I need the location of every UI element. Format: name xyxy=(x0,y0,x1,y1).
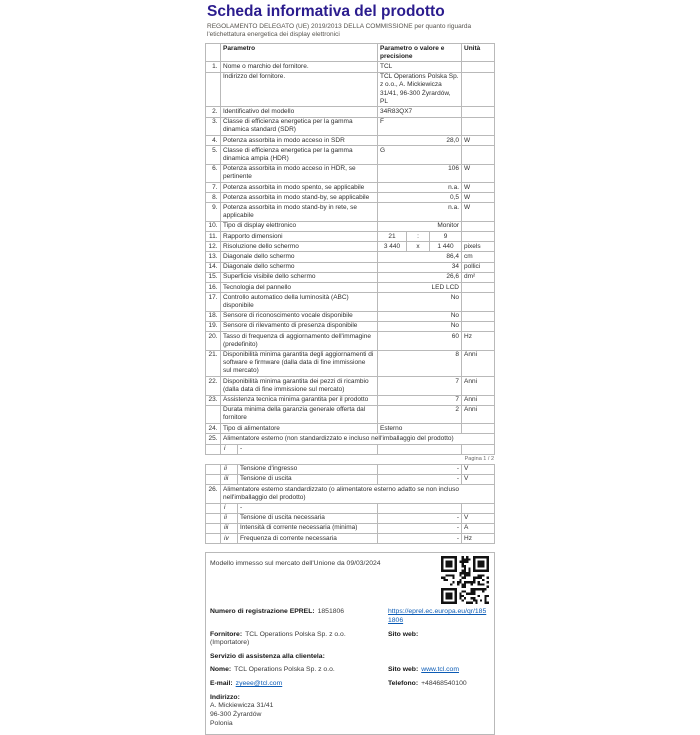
row-number: 11. xyxy=(206,232,221,242)
row-unit xyxy=(462,503,495,513)
row-label: Diagonale dello schermo xyxy=(221,262,378,272)
header-parametro: Parametro xyxy=(221,44,378,62)
row-value-part: 21 xyxy=(378,232,407,242)
market-statement: Modello immesso sul mercato dell'Unione da 09/03/2024 xyxy=(210,560,381,568)
eprel-row xyxy=(210,608,489,625)
row-roman: iv xyxy=(221,534,238,544)
row-label: Tipo di alimentatore xyxy=(221,424,378,434)
table-row xyxy=(206,232,495,242)
table-row xyxy=(206,464,495,474)
table-row xyxy=(206,117,495,135)
row-value-part: 1 440 xyxy=(430,242,462,252)
row-unit: pollici xyxy=(462,262,495,272)
row-value: - xyxy=(378,464,462,474)
table-row xyxy=(206,164,495,182)
row-number: 19. xyxy=(206,321,221,331)
market-row xyxy=(210,556,489,604)
fornitore-value: TCL Operations Polska Sp. z o.o. (Importatore) xyxy=(210,630,346,647)
row-full-label: Alimentatore esterno standardizzato (o alimentatore esterno adatto se non incluso nell'imballaggio del prodotto) xyxy=(221,485,495,503)
row-value-part: 9 xyxy=(430,232,462,242)
nome-value: TCL Operations Polska Sp. z o.o. xyxy=(234,666,335,674)
header-valore: Parametro o valore e precisione xyxy=(378,44,462,62)
row-label: Potenza assorbita in modo stand-by in rete, se applicabile xyxy=(221,203,378,221)
row-number: 3. xyxy=(206,117,221,135)
nome-label: Nome: xyxy=(210,666,232,674)
row-number: 1. xyxy=(206,62,221,72)
row-value: LED LCD xyxy=(378,283,462,293)
row-number xyxy=(206,474,221,484)
row-label: Disponibilità minima garantita degli aggiornamenti di software e firmware (dalla data di fine immissione sul mercato) xyxy=(221,350,378,377)
row-full-label: Alimentatore esterno (non standardizzato e incluso nell'imballaggio del prodotto) xyxy=(221,434,495,444)
servizio-heading: Servizio di assistenza alla clientela: xyxy=(210,652,325,660)
row-label: - xyxy=(238,503,378,513)
row-number xyxy=(206,523,221,533)
table-row xyxy=(206,221,495,231)
row-label: Classe di efficienza energetica per la gamma dinamica ampia (HDR) xyxy=(221,146,378,164)
sito-web2-label: Sito web: xyxy=(388,666,419,674)
row-value: Esterno xyxy=(378,424,462,434)
row-value-part: 3 440 xyxy=(378,242,407,252)
row-unit: A xyxy=(462,523,495,533)
row-number: 23. xyxy=(206,395,221,405)
row-label: Tasso di frequenza di aggiornamento dell'immagine (predefinito) xyxy=(221,332,378,350)
row-label: - xyxy=(238,444,378,454)
row-unit: Anni xyxy=(462,395,495,405)
row-number: 17. xyxy=(206,293,221,311)
table-row xyxy=(206,321,495,331)
telefono-label: Telefono: xyxy=(388,679,419,687)
row-label: Frequenza di corrente necessaria xyxy=(238,534,378,544)
row-number: 15. xyxy=(206,272,221,282)
sito-web-label: Sito web: xyxy=(388,630,419,638)
row-label: Diagonale dello schermo xyxy=(221,252,378,262)
table-row xyxy=(206,283,495,293)
row-label: Assistenza tecnica minima garantita per il prodotto xyxy=(221,395,378,405)
row-unit xyxy=(462,117,495,135)
address-line-1: A. Mickiewicza 31/41 xyxy=(210,702,274,710)
row-value: TCL xyxy=(378,62,462,72)
row-value: - xyxy=(378,474,462,484)
telefono-value: +48468540100 xyxy=(421,679,467,687)
row-value: n.a. xyxy=(378,183,462,193)
row-unit xyxy=(462,72,495,107)
table-row xyxy=(206,72,495,107)
row-number: 25. xyxy=(206,434,221,444)
row-value xyxy=(378,503,462,513)
row-value: Monitor xyxy=(378,221,462,231)
row-label: Sensore di riconoscimento vocale disponibile xyxy=(221,311,378,321)
table-row xyxy=(206,513,495,523)
row-unit xyxy=(462,107,495,117)
row-number: 10. xyxy=(206,221,221,231)
row-label: Nome o marchio del fornitore. xyxy=(221,62,378,72)
table-row xyxy=(206,503,495,513)
row-label: Superficie visibile dello schermo xyxy=(221,272,378,282)
page-number-note: Pagina 1 / 2 xyxy=(464,455,494,462)
row-label: Tensione di uscita necessaria xyxy=(238,513,378,523)
parameters-table-page1 xyxy=(205,43,495,455)
row-unit: W xyxy=(462,203,495,221)
email-row xyxy=(210,680,489,689)
row-number: 8. xyxy=(206,193,221,203)
row-value: n.a. xyxy=(378,203,462,221)
row-number: 4. xyxy=(206,136,221,146)
eprel-link[interactable]: https://eprel.ec.europa.eu/qr/1851806 xyxy=(388,608,487,624)
row-value: - xyxy=(378,513,462,523)
row-number: 12. xyxy=(206,242,221,252)
row-roman: iii xyxy=(221,523,238,533)
row-label: Tensione d'ingresso xyxy=(238,464,378,474)
row-value: 2 xyxy=(378,405,462,423)
fornitore-row xyxy=(210,631,489,648)
row-unit: W xyxy=(462,136,495,146)
sito-web2-link[interactable]: www.tcl.com xyxy=(421,666,459,674)
table-row xyxy=(206,242,495,252)
header-empty-cell xyxy=(206,44,221,62)
row-number xyxy=(206,513,221,523)
row-number: 9. xyxy=(206,203,221,221)
row-unit xyxy=(462,232,495,242)
row-value: G xyxy=(378,146,462,164)
eprel-label: Numero di registrazione EPREL: xyxy=(210,608,315,616)
row-label: Classe di efficienza energetica per la gamma dinamica standard (SDR) xyxy=(221,117,378,135)
row-unit: W xyxy=(462,183,495,193)
row-unit: Anni xyxy=(462,405,495,423)
row-roman: i xyxy=(221,444,238,454)
address-line-2: 96-300 Żyrardów xyxy=(210,711,262,719)
row-unit: cm xyxy=(462,252,495,262)
table-row xyxy=(206,311,495,321)
row-number: 21. xyxy=(206,350,221,377)
row-roman: iii xyxy=(221,474,238,484)
row-number: 6. xyxy=(206,164,221,182)
page-subtitle: REGOLAMENTO DELEGATO (UE) 2019/2013 DELLA COMMISSIONE per quanto riguarda l'etichettatura energetica dei display elettronici xyxy=(207,23,472,38)
row-roman: ii xyxy=(221,513,238,523)
row-label: Rapporto dimensioni xyxy=(221,232,378,242)
row-unit xyxy=(462,146,495,164)
header-unita: Unità xyxy=(462,44,495,62)
table-row xyxy=(206,146,495,164)
eprel-number: 1851806 xyxy=(317,608,345,616)
row-unit: V xyxy=(462,474,495,484)
row-value: 34 xyxy=(378,262,462,272)
row-number xyxy=(206,405,221,423)
row-label: Indirizzo del fornitore. xyxy=(221,72,378,107)
row-value: 26,6 xyxy=(378,272,462,282)
row-value: No xyxy=(378,293,462,311)
table-row xyxy=(206,523,495,533)
row-number: 18. xyxy=(206,311,221,321)
row-unit xyxy=(462,321,495,331)
table-row xyxy=(206,444,495,454)
row-number xyxy=(206,464,221,474)
row-label: Intensità di corrente necessaria (minima) xyxy=(238,523,378,533)
row-number: 22. xyxy=(206,377,221,395)
row-number: 20. xyxy=(206,332,221,350)
row-value xyxy=(378,444,462,454)
row-value: 7 xyxy=(378,377,462,395)
row-unit xyxy=(462,311,495,321)
row-unit xyxy=(462,221,495,231)
row-value: - xyxy=(378,534,462,544)
table-row xyxy=(206,424,495,434)
parameters-table-page2 xyxy=(205,464,495,545)
table-row xyxy=(206,136,495,146)
row-value-part: x xyxy=(407,242,430,252)
footer-box xyxy=(205,552,495,734)
table-row xyxy=(206,395,495,405)
row-value: 8 xyxy=(378,350,462,377)
product-fiche-document xyxy=(205,0,496,735)
row-number xyxy=(206,534,221,544)
qr-code-icon xyxy=(441,556,489,604)
row-label: Sensore di rilevamento di presenza disponibile xyxy=(221,321,378,331)
row-number: 24. xyxy=(206,424,221,434)
servizio-row xyxy=(210,653,489,662)
row-value: 0,5 xyxy=(378,193,462,203)
row-label: Identificativo del modello xyxy=(221,107,378,117)
row-label: Tipo di display elettronico xyxy=(221,221,378,231)
table-row xyxy=(206,272,495,282)
table-row xyxy=(206,377,495,395)
row-label: Tensione di uscita xyxy=(238,474,378,484)
address-label: Indirizzo: xyxy=(210,693,240,701)
row-unit xyxy=(462,62,495,72)
row-value: 60 xyxy=(378,332,462,350)
row-unit: W xyxy=(462,164,495,182)
row-value-part: : xyxy=(407,232,430,242)
table-row xyxy=(206,203,495,221)
row-label: Disponibilità minima garantita dei pezzi di ricambio (dalla data di fine immissione sul mercato) xyxy=(221,377,378,395)
row-value: 86,4 xyxy=(378,252,462,262)
row-label: Potenza assorbita in modo acceso in HDR, se pertinente xyxy=(221,164,378,182)
row-number: 5. xyxy=(206,146,221,164)
address-block xyxy=(210,694,489,729)
row-unit: pixels xyxy=(462,242,495,252)
row-value: 28,0 xyxy=(378,136,462,146)
address-line-3: Polonia xyxy=(210,719,233,727)
table-row xyxy=(206,293,495,311)
table-row xyxy=(206,350,495,377)
row-label: Tecnologia del pannello xyxy=(221,283,378,293)
table-row xyxy=(206,405,495,423)
row-unit: Anni xyxy=(462,350,495,377)
row-value: 34R83QX7 xyxy=(378,107,462,117)
table-row xyxy=(206,193,495,203)
row-value: 7 xyxy=(378,395,462,405)
row-label: Potenza assorbita in modo stand-by, se applicabile xyxy=(221,193,378,203)
row-number: 7. xyxy=(206,183,221,193)
table-row xyxy=(206,183,495,193)
email-label: E-mail: xyxy=(210,679,233,687)
row-unit: W xyxy=(462,193,495,203)
table-row xyxy=(206,332,495,350)
row-unit xyxy=(462,444,495,454)
row-unit: V xyxy=(462,464,495,474)
row-number xyxy=(206,72,221,107)
row-value: No xyxy=(378,321,462,331)
row-value: No xyxy=(378,311,462,321)
row-number xyxy=(206,503,221,513)
row-unit: Anni xyxy=(462,377,495,395)
table-row xyxy=(206,485,495,503)
row-number xyxy=(206,444,221,454)
row-number: 13. xyxy=(206,252,221,262)
row-unit: dm² xyxy=(462,272,495,282)
row-number: 26. xyxy=(206,485,221,503)
row-label: Potenza assorbita in modo spento, se applicabile xyxy=(221,183,378,193)
row-label: Controllo automatico della luminosità (ABC) disponibile xyxy=(221,293,378,311)
table-header-row xyxy=(206,44,495,62)
row-label: Durata minima della garanzia generale offerta dal fornitore xyxy=(221,405,378,423)
nome-row xyxy=(210,666,489,675)
email-link[interactable]: zyeee@tcl.com xyxy=(235,679,283,687)
page-title: Scheda informativa del prodotto xyxy=(207,3,445,20)
table-row xyxy=(206,107,495,117)
row-label: Risoluzione dello schermo xyxy=(221,242,378,252)
table-row xyxy=(206,252,495,262)
row-unit: Hz xyxy=(462,332,495,350)
row-label: Potenza assorbita in modo acceso in SDR xyxy=(221,136,378,146)
row-number: 14. xyxy=(206,262,221,272)
fornitore-label: Fornitore: xyxy=(210,630,243,638)
row-unit xyxy=(462,424,495,434)
row-unit xyxy=(462,293,495,311)
table-row xyxy=(206,474,495,484)
table-row xyxy=(206,434,495,444)
row-number: 2. xyxy=(206,107,221,117)
table-row xyxy=(206,262,495,272)
row-value: 106 xyxy=(378,164,462,182)
row-value: - xyxy=(378,523,462,533)
row-unit: Hz xyxy=(462,534,495,544)
table-row xyxy=(206,534,495,544)
row-roman: ii xyxy=(221,464,238,474)
row-number: 16. xyxy=(206,283,221,293)
table-row xyxy=(206,62,495,72)
row-roman: i xyxy=(221,503,238,513)
row-value: TCL Operations Polska Sp. z o.o., A. Mickiewicza 31/41, 96-300 Żyrardów, PL xyxy=(378,72,462,107)
row-value: F xyxy=(378,117,462,135)
row-unit: V xyxy=(462,513,495,523)
row-unit xyxy=(462,283,495,293)
